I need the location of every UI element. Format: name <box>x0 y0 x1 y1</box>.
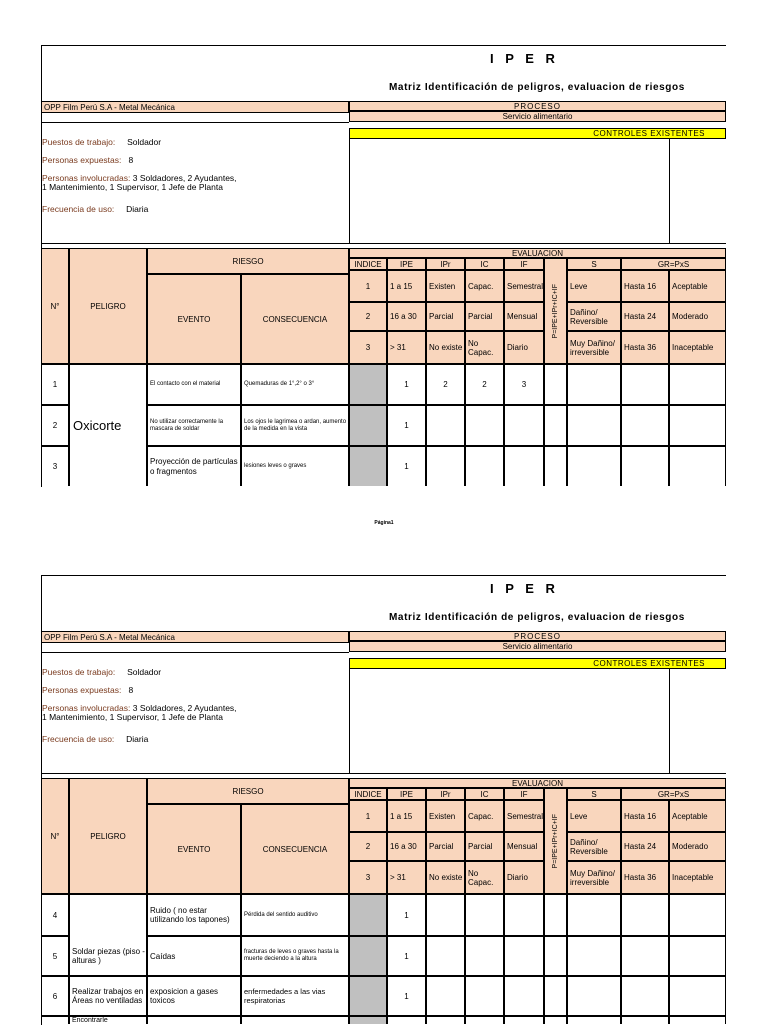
involucradas-row: Personas involucradas: 3 Soldadores, 2 Ayudantes, 1 Mantenimiento, 1 Supervisor, 1 Jefe de Planta <box>42 703 237 722</box>
row-7-consecuencia <box>241 1016 349 1024</box>
info-divider <box>41 652 349 653</box>
row-6-ipr <box>426 976 465 1016</box>
company-band <box>41 101 349 113</box>
scale-ipr-1: Existen <box>426 800 465 832</box>
header-if: IF <box>504 258 544 270</box>
scale-if-3: Diario <box>504 861 544 894</box>
proceso-label: PROCESO <box>349 631 726 641</box>
row-3-gr <box>669 446 726 486</box>
row-4-peligro <box>69 894 147 936</box>
header-indice: INDICE <box>349 788 387 800</box>
row-1-s <box>567 364 621 405</box>
row-2-evento: No utilizar correctamente la mascara de soldar <box>147 405 241 446</box>
scale-hasta-3: Hasta 36 <box>621 331 669 364</box>
row-7-ic <box>465 1016 504 1024</box>
puestos-row: Puestos de trabajo: Soldador <box>42 667 162 677</box>
row-2-ipr <box>426 405 465 446</box>
header-if: IF <box>504 788 544 800</box>
header-peligro: PELIGRO <box>69 248 147 364</box>
scale-ic-2: Parcial <box>465 832 504 861</box>
row-7-no <box>41 1016 69 1024</box>
row-2-if <box>504 405 544 446</box>
scale-s-3: Muy Dañino/ irreversible <box>567 861 621 894</box>
scale-gr-2: Moderado <box>669 832 726 861</box>
row-6-no: 6 <box>41 976 69 1016</box>
puestos-row: Puestos de trabajo: Soldador <box>42 137 162 147</box>
row-6-hasta <box>621 976 669 1016</box>
row-5-ipe: 1 <box>387 936 426 976</box>
header-evaluacion: EVALUACION <box>349 248 726 258</box>
scale-indice-3: 3 <box>349 861 387 894</box>
row-5-s <box>567 936 621 976</box>
scale-indice-2: 2 <box>349 832 387 861</box>
row-1-consecuencia: Quemaduras de 1°,2° o 3° <box>241 364 349 405</box>
row-4-ipe: 1 <box>387 894 426 936</box>
info-bottom <box>41 773 726 774</box>
row-6-consecuencia: enfermedades a las vias respiratorias <box>241 976 349 1016</box>
row-6-if <box>504 976 544 1016</box>
scale-s-1: Leve <box>567 800 621 832</box>
row-5-p <box>544 936 567 976</box>
header-s: S <box>567 788 621 800</box>
scale-ipr-3: No existe <box>426 331 465 364</box>
row-5-ipr <box>426 936 465 976</box>
row-4-s <box>567 894 621 936</box>
scale-hasta-3: Hasta 36 <box>621 861 669 894</box>
row-3-if <box>504 446 544 486</box>
iper-title: I P E R <box>490 51 559 66</box>
row-5-ic <box>465 936 504 976</box>
header-s: S <box>567 258 621 270</box>
controles-band: CONTROLES EXISTENTES <box>349 128 726 139</box>
header-ipe: IPE <box>387 788 426 800</box>
scale-gr-1: Aceptable <box>669 270 726 302</box>
row-3-consecuencia: lesiones leves o graves <box>241 446 349 486</box>
row-5-consecuencia: fracturas de leves o graves hasta la muerte deciendo a la altura <box>241 936 349 976</box>
header-gr: GR=PxS <box>621 788 726 800</box>
row-6-peligro: Realizar trabajos en Áreas no ventiladas <box>69 976 147 1016</box>
header-p-formula: P=IPE+IPr+IC+IF <box>544 788 567 894</box>
row-7-if <box>504 1016 544 1024</box>
row-5-gr <box>669 936 726 976</box>
row-2-gr <box>669 405 726 446</box>
header-ic: IC <box>465 258 504 270</box>
header-riesgo: RIESGO <box>147 778 349 804</box>
info-bottom <box>41 243 726 244</box>
row-1-if: 3 <box>504 364 544 405</box>
row-6-s <box>567 976 621 1016</box>
row-3-hasta <box>621 446 669 486</box>
scale-s-2: Dañino/ Reversible <box>567 302 621 331</box>
controles-divider <box>669 669 670 773</box>
row-5-hasta <box>621 936 669 976</box>
row-1-no: 1 <box>41 364 69 405</box>
proceso-value: Servicio alimentario <box>349 641 726 652</box>
row-7-p <box>544 1016 567 1024</box>
header-evaluacion: EVALUACION <box>349 778 726 788</box>
scale-gr-3: Inaceptable <box>669 861 726 894</box>
scale-indice-1: 1 <box>349 800 387 832</box>
scale-ipr-1: Existen <box>426 270 465 302</box>
scale-hasta-2: Hasta 24 <box>621 302 669 331</box>
scale-s-3: Muy Dañino/ irreversible <box>567 331 621 364</box>
row-4-ipr <box>426 894 465 936</box>
row-2-indice <box>349 405 387 446</box>
header-ic: IC <box>465 788 504 800</box>
row-4-indice <box>349 894 387 936</box>
row-7-hasta <box>621 1016 669 1024</box>
peligro-oxicorte: Oxicorte <box>69 364 147 486</box>
header-no: N° <box>41 778 69 894</box>
company-name: OPP Film Perú S.A - Metal Mecánica <box>44 102 176 112</box>
row-6-indice <box>349 976 387 1016</box>
row-2-consecuencia: Los ojos le lagrimea o ardan, aumento de la medida en la vista <box>241 405 349 446</box>
scale-ipe-3: > 31 <box>387 861 426 894</box>
scale-ic-2: Parcial <box>465 302 504 331</box>
header-indice: INDICE <box>349 258 387 270</box>
row-7-peligro: Encontrarle <box>69 1016 147 1024</box>
row-3-no: 3 <box>41 446 69 486</box>
scale-indice-2: 2 <box>349 302 387 331</box>
header-gr: GR=PxS <box>621 258 726 270</box>
row-7-evento <box>147 1016 241 1024</box>
row-4-gr <box>669 894 726 936</box>
header-riesgo: RIESGO <box>147 248 349 274</box>
row-5-if <box>504 936 544 976</box>
scale-if-1: Semestral <box>504 270 544 302</box>
row-5-no: 5 <box>41 936 69 976</box>
header-p-formula: P=IPE+IPr+IC+IF <box>544 258 567 364</box>
scale-if-2: Mensual <box>504 832 544 861</box>
info-divider <box>41 122 349 123</box>
row-1-ipr: 2 <box>426 364 465 405</box>
header-evento: EVENTO <box>147 274 241 364</box>
row-1-evento: El contacto con el material <box>147 364 241 405</box>
scale-ipr-2: Parcial <box>426 832 465 861</box>
row-7-gr <box>669 1016 726 1024</box>
row-4-ic <box>465 894 504 936</box>
scale-ic-1: Capac. <box>465 800 504 832</box>
scale-indice-1: 1 <box>349 270 387 302</box>
row-6-ic <box>465 976 504 1016</box>
row-6-ipe: 1 <box>387 976 426 1016</box>
expuestas-row: Personas expuestas: 8 <box>42 155 134 165</box>
row-1-ipe: 1 <box>387 364 426 405</box>
scale-gr-2: Moderado <box>669 302 726 331</box>
scale-ipe-2: 16 a 30 <box>387 832 426 861</box>
expuestas-row: Personas expuestas: 8 <box>42 685 134 695</box>
scale-gr-1: Aceptable <box>669 800 726 832</box>
row-3-ipe: 1 <box>387 446 426 486</box>
row-1-ic: 2 <box>465 364 504 405</box>
matrix-subtitle: Matriz Identificación de peligros, evaluacion de riesgos <box>389 612 685 623</box>
row-2-ipe: 1 <box>387 405 426 446</box>
row-4-consecuencia: Pérdida del sentido auditivo <box>241 894 349 936</box>
scale-indice-3: 3 <box>349 331 387 364</box>
header-ipe: IPE <box>387 258 426 270</box>
proceso-label: PROCESO <box>349 101 726 111</box>
scale-ipe-1: 1 a 15 <box>387 270 426 302</box>
header-ipr: IPr <box>426 258 465 270</box>
row-7-indice <box>349 1016 387 1024</box>
scale-gr-3: Inaceptable <box>669 331 726 364</box>
row-7-ipr <box>426 1016 465 1024</box>
row-2-ic <box>465 405 504 446</box>
matrix-subtitle: Matriz Identificación de peligros, evaluacion de riesgos <box>389 82 685 93</box>
row-6-p <box>544 976 567 1016</box>
row-7-s <box>567 1016 621 1024</box>
row-4-if <box>504 894 544 936</box>
row-6-evento: exposicion a gases toxicos <box>147 976 241 1016</box>
row-3-ic <box>465 446 504 486</box>
frecuencia-row: Frecuencia de uso: Diaria <box>42 204 149 214</box>
iper-title: I P E R <box>490 581 559 596</box>
scale-hasta-2: Hasta 24 <box>621 832 669 861</box>
row-4-evento: Ruido ( no estar utilizando los tapones) <box>147 894 241 936</box>
header-consecuencia: CONSECUENCIA <box>241 274 349 364</box>
row-3-s <box>567 446 621 486</box>
row-3-evento: Proyección de partículas o fragmentos <box>147 446 241 486</box>
row-1-indice <box>349 364 387 405</box>
header-ipr: IPr <box>426 788 465 800</box>
scale-ipr-2: Parcial <box>426 302 465 331</box>
involucradas-row: Personas involucradas: 3 Soldadores, 2 Ayudantes, 1 Mantenimiento, 1 Supervisor, 1 Jefe de Planta <box>42 173 237 192</box>
row-2-p <box>544 405 567 446</box>
page-footer: Página1 <box>374 520 394 526</box>
frecuencia-row: Frecuencia de uso: Diaria <box>42 734 149 744</box>
row-5-indice <box>349 936 387 976</box>
header-no: N° <box>41 248 69 364</box>
row-1-p <box>544 364 567 405</box>
scale-ipe-3: > 31 <box>387 331 426 364</box>
row-3-indice <box>349 446 387 486</box>
sheet-page-2 <box>41 575 726 1024</box>
scale-ipe-1: 1 a 15 <box>387 800 426 832</box>
scale-ipe-2: 16 a 30 <box>387 302 426 331</box>
company-name: OPP Film Perú S.A - Metal Mecánica <box>44 632 176 642</box>
scale-if-2: Mensual <box>504 302 544 331</box>
scale-s-1: Leve <box>567 270 621 302</box>
row-4-p <box>544 894 567 936</box>
row-2-no: 2 <box>41 405 69 446</box>
row-2-s <box>567 405 621 446</box>
row-4-no: 4 <box>41 894 69 936</box>
scale-ic-1: Capac. <box>465 270 504 302</box>
row-3-ipr <box>426 446 465 486</box>
row-4-hasta <box>621 894 669 936</box>
scale-if-3: Diario <box>504 331 544 364</box>
controles-divider <box>669 139 670 243</box>
scale-ipr-3: No existe <box>426 861 465 894</box>
sheet-page-1 <box>41 45 726 486</box>
scale-hasta-1: Hasta 16 <box>621 270 669 302</box>
row-5-peligro: Soldar piezas (piso - alturas ) <box>69 936 147 976</box>
row-2-hasta <box>621 405 669 446</box>
header-peligro: PELIGRO <box>69 778 147 894</box>
row-3-p <box>544 446 567 486</box>
proceso-value: Servicio alimentario <box>349 111 726 122</box>
header-consecuencia: CONSECUENCIA <box>241 804 349 894</box>
scale-ic-3: No Capac. <box>465 861 504 894</box>
header-evento: EVENTO <box>147 804 241 894</box>
row-1-hasta <box>621 364 669 405</box>
row-7-ipe <box>387 1016 426 1024</box>
scale-ic-3: No Capac. <box>465 331 504 364</box>
scale-s-2: Dañino/ Reversible <box>567 832 621 861</box>
scale-hasta-1: Hasta 16 <box>621 800 669 832</box>
row-5-evento: Caídas <box>147 936 241 976</box>
row-6-gr <box>669 976 726 1016</box>
controles-band: CONTROLES EXISTENTES <box>349 658 726 669</box>
company-band <box>41 631 349 643</box>
row-1-gr <box>669 364 726 405</box>
scale-if-1: Semestral <box>504 800 544 832</box>
